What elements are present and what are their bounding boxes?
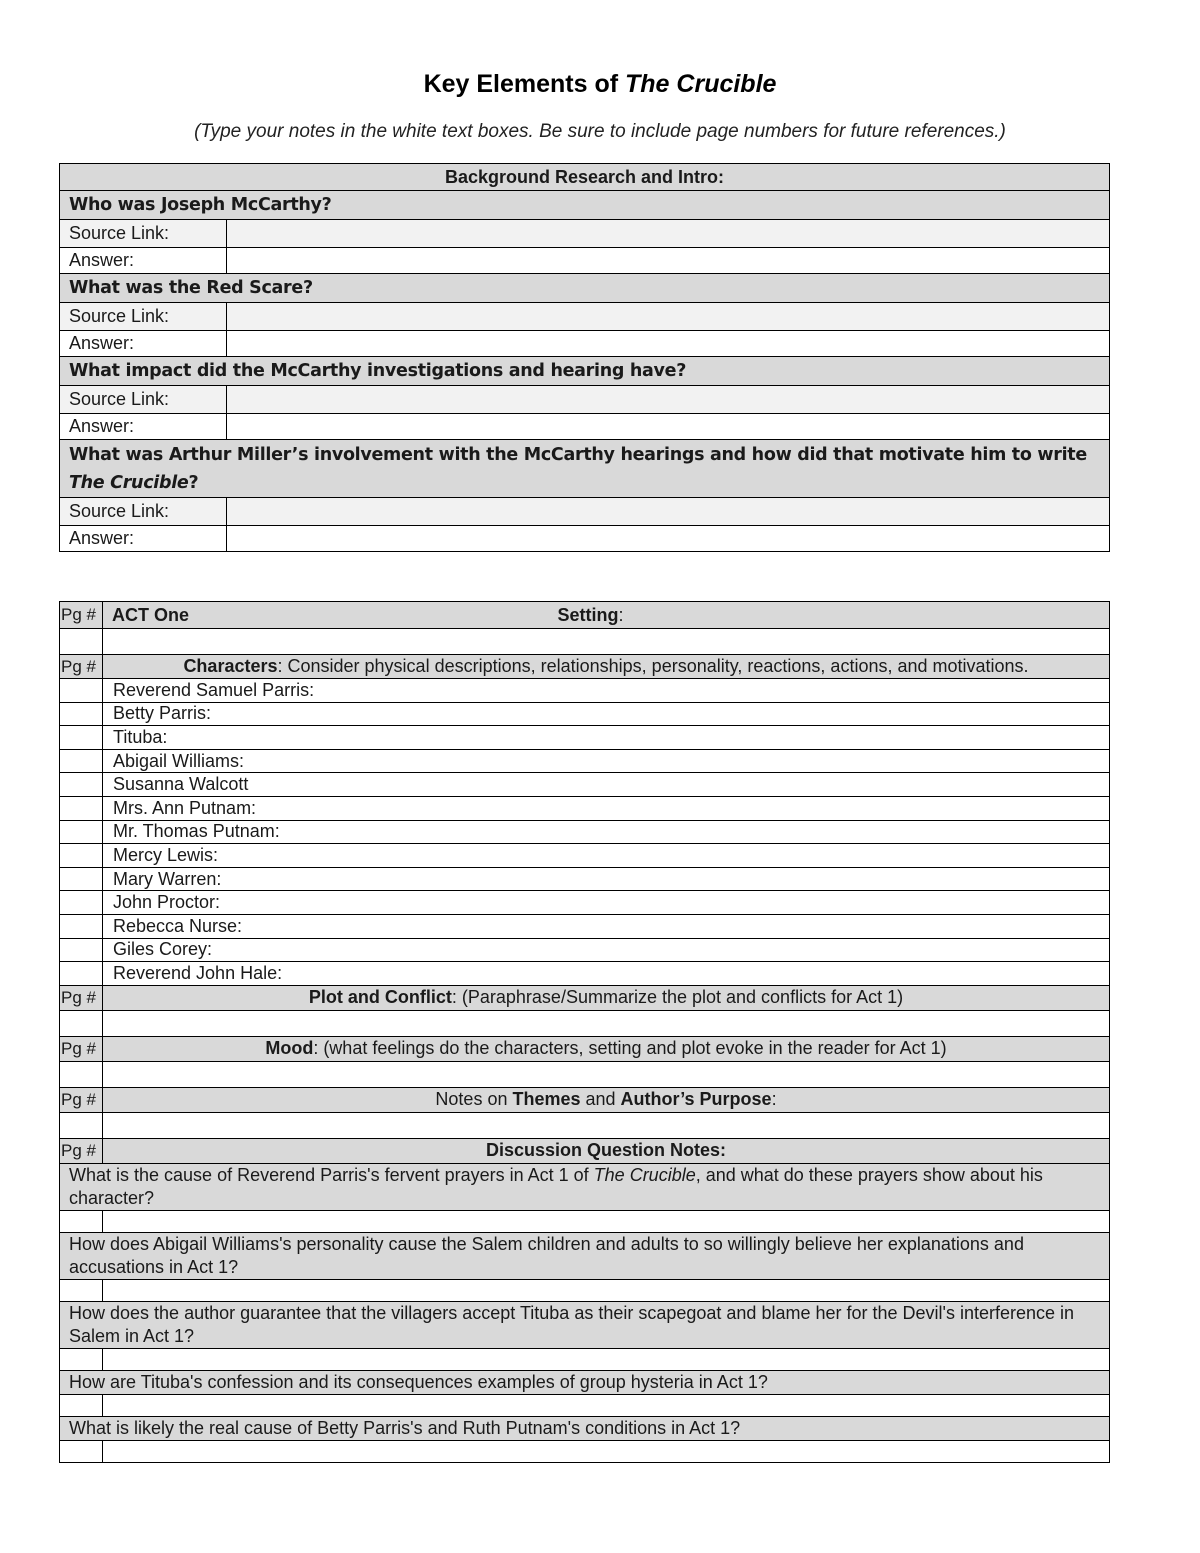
pg-label: Pg # bbox=[60, 1036, 103, 1061]
answer-input-3[interactable] bbox=[227, 414, 1110, 440]
discussion-answer-2[interactable] bbox=[103, 1279, 1110, 1301]
page-title bbox=[0, 70, 1200, 99]
pg-label: Pg # bbox=[60, 602, 103, 629]
answer-label: Answer: bbox=[60, 526, 227, 552]
discussion-answer-5[interactable] bbox=[103, 1440, 1110, 1462]
themes-and: and bbox=[580, 1089, 621, 1110]
character-row[interactable]: Mary Warren: bbox=[103, 867, 1110, 891]
question-3: What impact did the McCarthy investigations and hearing have? bbox=[60, 357, 1110, 386]
plot-input[interactable] bbox=[103, 1010, 1110, 1036]
plot-heading bbox=[103, 985, 1110, 1010]
pg-input[interactable] bbox=[60, 796, 103, 820]
discussion-question-2: How does Abigail Williams's personality cause the Salem children and adults to so willingly believe her explanations and accusations in Act 1? bbox=[60, 1232, 1110, 1279]
pg-input[interactable] bbox=[60, 891, 103, 915]
character-row[interactable]: Reverend Samuel Parris: bbox=[103, 679, 1110, 703]
pg-input[interactable] bbox=[60, 844, 103, 868]
dq1-suffix: , and what do these prayers show about his character? bbox=[69, 1164, 1043, 1208]
pg-input[interactable] bbox=[60, 1112, 103, 1138]
setting-input[interactable] bbox=[103, 629, 1110, 655]
act-one-table bbox=[59, 601, 1110, 1463]
answer-input-2[interactable] bbox=[227, 331, 1110, 357]
discussion-answer-3[interactable] bbox=[103, 1348, 1110, 1370]
source-input-3[interactable] bbox=[227, 386, 1110, 414]
pg-input[interactable] bbox=[60, 1348, 103, 1370]
pg-label: Pg # bbox=[60, 655, 103, 679]
answer-input-1[interactable] bbox=[227, 248, 1110, 274]
character-row[interactable]: Mr. Thomas Putnam: bbox=[103, 820, 1110, 844]
plot-desc: : (Paraphrase/Summarize the plot and conflicts for Act 1) bbox=[451, 987, 904, 1008]
pg-input[interactable] bbox=[60, 820, 103, 844]
characters-label: Characters bbox=[183, 656, 278, 676]
plot-label: Plot and Conflict bbox=[308, 987, 452, 1008]
background-heading: Background Research and Intro: bbox=[60, 164, 1110, 191]
pg-label: Pg # bbox=[60, 985, 103, 1010]
character-row[interactable]: Tituba: bbox=[103, 726, 1110, 750]
background-table bbox=[59, 163, 1110, 552]
pg-label: Pg # bbox=[60, 1087, 103, 1112]
character-row[interactable]: Abigail Williams: bbox=[103, 749, 1110, 773]
mood-label: Mood bbox=[265, 1038, 314, 1059]
setting-heading bbox=[558, 605, 624, 626]
pg-input[interactable] bbox=[60, 629, 103, 655]
themes-label: Themes bbox=[512, 1089, 581, 1110]
mood-desc: : (what feelings do the characters, setting and plot evoke in the reader for Act 1) bbox=[313, 1038, 947, 1059]
pg-input[interactable] bbox=[60, 679, 103, 703]
pg-input[interactable] bbox=[60, 1279, 103, 1301]
character-row[interactable]: Rebecca Nurse: bbox=[103, 914, 1110, 938]
mood-input[interactable] bbox=[103, 1061, 1110, 1087]
page-subtitle: (Type your notes in the white text boxes. Be sure to include page numbers for future references.) bbox=[194, 121, 1006, 142]
answer-label: Answer: bbox=[60, 414, 227, 440]
discussion-answer-1[interactable] bbox=[103, 1210, 1110, 1232]
discussion-question-5: What is likely the real cause of Betty Parris's and Ruth Putnam's conditions in Act 1? bbox=[60, 1416, 1110, 1440]
source-input-1[interactable] bbox=[227, 220, 1110, 248]
discussion-question-1 bbox=[60, 1163, 1110, 1210]
character-row[interactable]: Mrs. Ann Putnam: bbox=[103, 796, 1110, 820]
source-label: Source Link: bbox=[60, 303, 227, 331]
discussion-heading: Discussion Question Notes: bbox=[103, 1138, 1110, 1163]
character-row[interactable]: Betty Parris: bbox=[103, 702, 1110, 726]
dq1-text: What is the cause of Reverend Parris's fervent prayers in Act 1 of bbox=[69, 1164, 594, 1185]
answer-input-4[interactable] bbox=[227, 526, 1110, 552]
discussion-question-4: How are Tituba's confession and its consequences examples of group hysteria in Act 1? bbox=[60, 1370, 1110, 1394]
title-text: Key Elements of bbox=[423, 70, 626, 98]
source-label: Source Link: bbox=[60, 220, 227, 248]
discussion-answer-4[interactable] bbox=[103, 1394, 1110, 1416]
pg-input[interactable] bbox=[60, 1010, 103, 1036]
source-input-2[interactable] bbox=[227, 303, 1110, 331]
pg-input[interactable] bbox=[60, 1210, 103, 1232]
character-row[interactable]: Reverend John Hale: bbox=[103, 962, 1110, 986]
pg-input[interactable] bbox=[60, 1394, 103, 1416]
mood-heading bbox=[103, 1036, 1110, 1061]
pg-input[interactable] bbox=[60, 702, 103, 726]
question-4-suffix: ? bbox=[188, 472, 199, 493]
character-row[interactable]: John Proctor: bbox=[103, 891, 1110, 915]
source-input-4[interactable] bbox=[227, 498, 1110, 526]
themes-heading bbox=[103, 1087, 1110, 1112]
setting-colon: : bbox=[618, 604, 624, 625]
character-row[interactable]: Mercy Lewis: bbox=[103, 844, 1110, 868]
source-label: Source Link: bbox=[60, 498, 227, 526]
pg-input[interactable] bbox=[60, 1061, 103, 1087]
question-4 bbox=[60, 440, 1110, 498]
pg-input[interactable] bbox=[60, 962, 103, 986]
question-4-italic: The Crucible bbox=[69, 472, 189, 493]
answer-label: Answer: bbox=[60, 248, 227, 274]
themes-input[interactable] bbox=[103, 1112, 1110, 1138]
characters-heading bbox=[103, 655, 1110, 679]
answer-label: Answer: bbox=[60, 331, 227, 357]
question-2: What was the Red Scare? bbox=[60, 274, 1110, 303]
character-row[interactable]: Giles Corey: bbox=[103, 938, 1110, 962]
pg-label: Pg # bbox=[60, 1138, 103, 1163]
act-title: ACT One bbox=[112, 604, 190, 625]
question-1: Who was Joseph McCarthy? bbox=[60, 191, 1110, 220]
pg-input[interactable] bbox=[60, 726, 103, 750]
setting-label: Setting bbox=[557, 604, 619, 625]
act-header bbox=[103, 602, 1110, 629]
pg-input[interactable] bbox=[60, 914, 103, 938]
pg-input[interactable] bbox=[60, 867, 103, 891]
source-label: Source Link: bbox=[60, 386, 227, 414]
discussion-question-3: How does the author guarantee that the villagers accept Tituba as their scapegoat and blame her for the Devil's interference in Salem in Act 1? bbox=[60, 1301, 1110, 1348]
title-italic: The Crucible bbox=[625, 70, 777, 98]
dq1-italic: The Crucible bbox=[593, 1164, 696, 1185]
question-4-text: What was Arthur Miller’s involvement with the McCarthy hearings and how did that motivate him to write bbox=[69, 444, 1087, 465]
characters-desc: : Consider physical descriptions, relationships, personality, reactions, actions, and motivations. bbox=[277, 656, 1029, 676]
character-row[interactable]: Susanna Walcott bbox=[103, 773, 1110, 797]
purpose-label: Author’s Purpose bbox=[620, 1089, 772, 1110]
themes-pre: Notes on bbox=[435, 1089, 513, 1110]
themes-colon: : bbox=[771, 1089, 777, 1110]
pg-input[interactable] bbox=[60, 1440, 103, 1462]
pg-input[interactable] bbox=[60, 749, 103, 773]
pg-input[interactable] bbox=[60, 938, 103, 962]
pg-input[interactable] bbox=[60, 773, 103, 797]
